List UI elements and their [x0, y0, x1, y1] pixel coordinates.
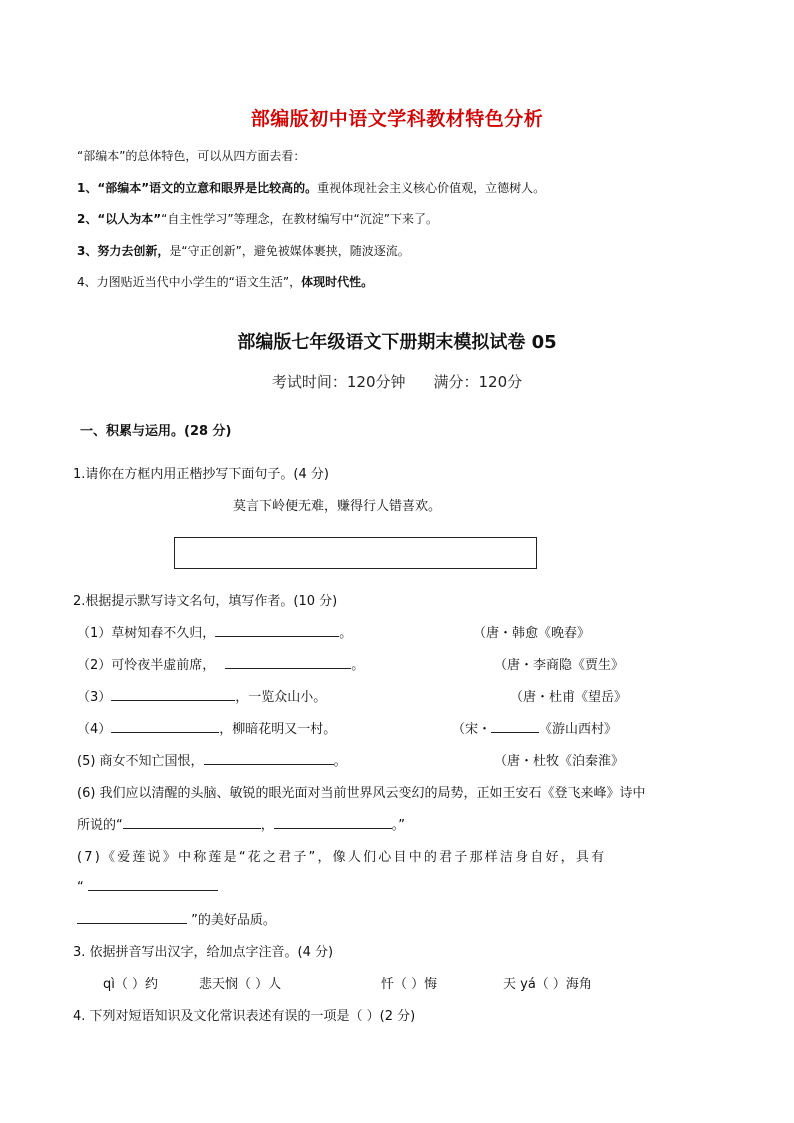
- answer-blank[interactable]: [491, 719, 539, 733]
- answer-blank[interactable]: [123, 815, 261, 829]
- intro-point-1: [77, 179, 545, 196]
- line-4-suffix: ，柳暗花明又一村。: [219, 722, 337, 737]
- exam-title: 部编版七年级语文下册期末模拟试卷 05: [237, 332, 557, 353]
- question-2-line-3-source: （唐・杜甫《望岳》: [510, 690, 628, 705]
- intro-point-1-text: 重视体现社会主义核心价值观，立德树人。: [317, 181, 546, 195]
- question-2-stem: 2.根据提示默写诗文名句，填写作者。(10 分): [73, 594, 338, 609]
- line-5-suffix: 。: [333, 754, 347, 769]
- line-5-prefix: (5) 商女不知亡国恨，: [77, 754, 204, 769]
- question-3-stem: 3. 依据拼音写出汉字，给加点字注音。(4 分): [73, 945, 334, 960]
- line-4-source-prefix: （宋・: [452, 722, 492, 737]
- line-3-suffix: ，一览众山小。: [235, 690, 327, 705]
- intro-point-3: [77, 242, 410, 259]
- question-2-line-6: (6) 我们应以清醒的头脑、敏锐的眼光面对当前世界风云变幻的局势，正如王安石《登飞来峰》诗中: [77, 786, 646, 801]
- answer-blank[interactable]: [215, 623, 339, 637]
- question-2-line-7-answer: [77, 877, 218, 895]
- answer-blank[interactable]: [274, 815, 392, 829]
- question-3-item-2: 悲天悯（ ）人: [199, 977, 282, 992]
- question-1-stem: 1.请你在方框内用正楷抄写下面句子。(4 分): [73, 467, 329, 482]
- answer-blank[interactable]: [88, 877, 218, 891]
- question-3-item-3: 忏（ ）悔: [381, 977, 438, 992]
- line-7-suffix: ”的美好品质。: [187, 913, 276, 928]
- line-6-separator: ，: [260, 818, 274, 833]
- intro-lead: “部编本”的总体特色，可以从四方面去看：: [77, 149, 306, 163]
- intro-point-2-text: “自主性学习”等理念，在教材编写中“沉淀”下来了。: [161, 212, 438, 226]
- answer-blank[interactable]: [111, 719, 219, 733]
- document-header-title: 部编版初中语文学科教材特色分析: [250, 108, 544, 130]
- exam-score: 满分：120分: [433, 373, 523, 391]
- question-2-line-3: [77, 686, 326, 705]
- intro-point-4-bold: 体现时代性。: [301, 275, 374, 289]
- intro-point-1-bold: 1、“部编本”语文的立意和眼界是比较高的。: [77, 181, 318, 195]
- question-2-line-1: [77, 622, 352, 641]
- question-2-line-4-source: [452, 718, 617, 737]
- intro-point-3-text: 是“守正创新”，避免被媒体裹挟，随波逐流。: [169, 244, 410, 258]
- exam-meta: [0, 371, 794, 392]
- exam-time: 考试时间：120分钟: [271, 373, 406, 391]
- line-1-suffix: 。: [339, 626, 353, 641]
- answer-blank[interactable]: [225, 655, 351, 669]
- answer-blank[interactable]: [111, 687, 235, 701]
- question-2-line-2: [77, 654, 364, 673]
- intro-point-2: [77, 210, 438, 227]
- question-3-item-1: qì（ ）约: [103, 977, 158, 992]
- line-2-suffix: 。: [351, 658, 365, 673]
- intro-point-3-bold: 3、努力去创新，: [77, 244, 170, 258]
- question-2-line-1-source: （唐・韩愈《晚春》: [473, 626, 591, 641]
- intro-point-4-text: 4、力图贴近当代中小学生的“语文生活”，: [77, 275, 302, 289]
- intro-point-2-bold: 2、“以人为本”: [77, 212, 162, 226]
- answer-blank[interactable]: [77, 910, 187, 924]
- question-1-sentence: 莫言下岭便无难，赚得行人错喜欢。: [233, 499, 442, 514]
- section-1-title: 一、积累与运用。(28 分): [80, 424, 232, 439]
- question-2-line-7-tail: [77, 909, 276, 928]
- line-6-suffix: 。”: [391, 818, 406, 833]
- intro-point-4: [77, 273, 373, 290]
- question-3-item-4: 天 yá（ ）海角: [503, 977, 592, 992]
- line-4-source-suffix: 《游山西村》: [539, 722, 618, 737]
- answer-blank[interactable]: [204, 751, 334, 765]
- question-2-line-6-answer: [77, 814, 405, 833]
- question-2-line-5-source: （唐・杜牧《泊秦淮》: [494, 754, 625, 769]
- question-2-line-2-source: （唐・李商隐《贾生》: [494, 658, 625, 673]
- question-2-line-7: (7)《爱莲说》中称莲是“花之君子”，像人们心目中的君子那样洁身自好，具有: [77, 850, 607, 865]
- question-2-line-5: [77, 750, 347, 769]
- line-1-prefix: （1）草树知春不久归，: [77, 626, 216, 641]
- question-4-stem: 4. 下列对短语知识及文化常识表述有误的一项是（ ）(2 分): [73, 1009, 416, 1024]
- line-4-prefix: （4）: [77, 722, 112, 737]
- line-6-prefix: 所说的“: [77, 818, 123, 833]
- line-2-prefix: （2）可怜夜半虚前席，: [77, 658, 216, 673]
- line-7-prefix: “: [77, 880, 84, 895]
- question-2-line-4: [77, 718, 336, 737]
- line-3-prefix: （3）: [77, 690, 112, 705]
- answer-box[interactable]: [174, 537, 537, 569]
